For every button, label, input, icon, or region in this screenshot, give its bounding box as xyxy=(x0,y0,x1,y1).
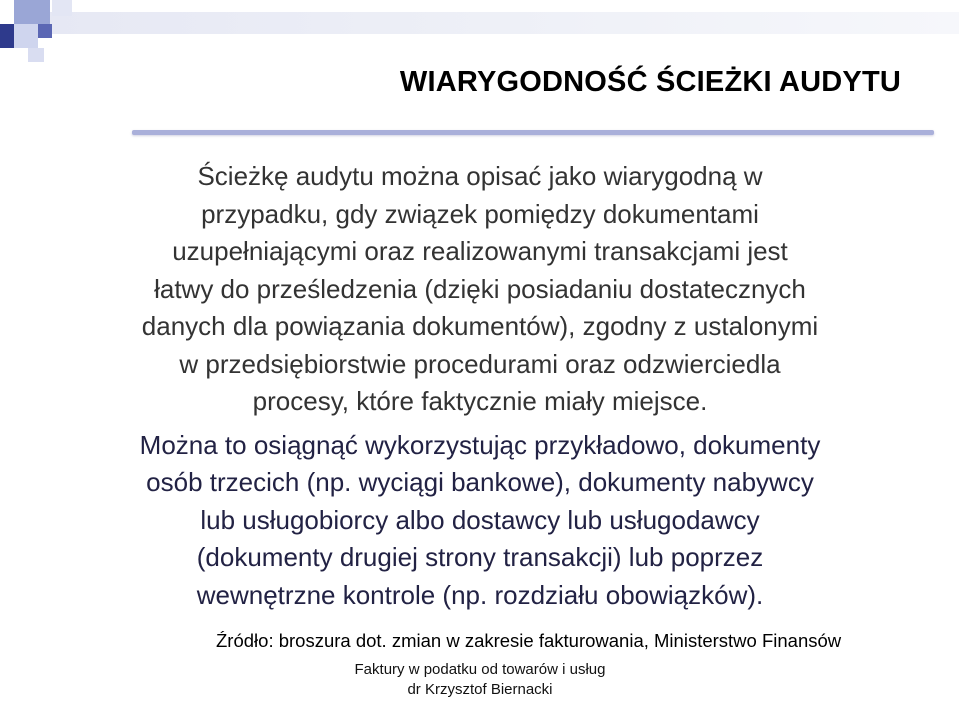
decor-square xyxy=(14,0,50,24)
decor-square xyxy=(38,24,52,38)
text-line: uzupełniającymi oraz realizowanymi transakcjami jest xyxy=(172,236,788,266)
text-line: danych dla powiązania dokumentów), zgodny z ustalonymi xyxy=(141,311,819,341)
paragraph-examples xyxy=(40,427,920,615)
text-line: Można to osiągnąć wykorzystując przykładowo, dokumenty xyxy=(139,429,821,460)
footer-author: dr Krzysztof Biernacki xyxy=(407,681,553,698)
decor-square xyxy=(52,0,72,16)
decor-square xyxy=(14,24,38,48)
text-line: osób trzecich (np. wyciągi bankowe), dokumenty nabywcy xyxy=(146,467,814,497)
text-line: (dokumenty drugiej strony transakcji) lub poprzez xyxy=(196,542,764,572)
text-line: w przedsiębiorstwie procedurami oraz odzwierciedla xyxy=(179,348,781,379)
text-line: procesy, które faktycznie miały miejsce. xyxy=(252,386,708,416)
decor-square xyxy=(28,48,44,62)
paragraph-definition xyxy=(40,158,920,421)
slide-body xyxy=(40,158,920,614)
text-line: łatwy do prześledzenia (dzięki posiadaniu dostatecznych xyxy=(154,273,806,304)
slide-footer xyxy=(330,660,630,700)
text-line: przypadku, gdy związek pomiędzy dokumentami xyxy=(201,198,759,229)
footer-course-title: Faktury w podatku od towarów i usług xyxy=(354,661,606,678)
decor-square xyxy=(0,24,14,48)
source-citation: Źródło: broszura dot. zmian w zakresie fakturowania, Ministerstwo Finansów xyxy=(216,630,842,651)
slide-title: WIARYGODNOŚĆ ŚCIEŻKI AUDYTU xyxy=(399,66,901,98)
text-line: Ścieżkę audytu można opisać jako wiarygodną w xyxy=(197,161,763,191)
title-divider xyxy=(132,130,934,135)
header-band xyxy=(38,12,959,34)
text-line: wewnętrzne kontrole (np. rozdziału obowiązków). xyxy=(196,579,764,610)
text-line: lub usługobiorcy albo dostawcy lub usługodawcy xyxy=(200,504,760,535)
